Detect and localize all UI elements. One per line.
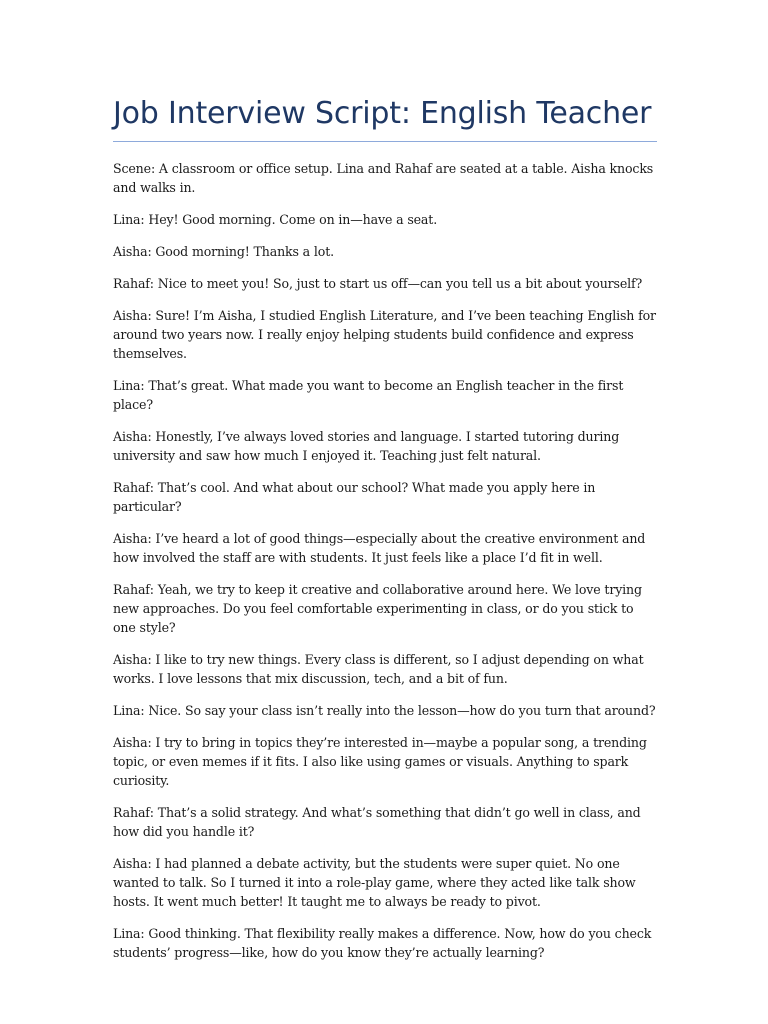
paragraph-dialogue: Rahaf: Yeah, we try to keep it creative and collaborative around here. We love trying new approaches. Do you feel comfortable experimenting in class, or do you stick to one style? [113, 582, 642, 635]
paragraph-scene: Scene: A classroom or office setup. Lina and Rahaf are seated at a table. Aisha knocks and walks in. [113, 161, 654, 195]
paragraph-dialogue: Aisha: I try to bring in topics they’re interested in—maybe a popular song, a trending topic, or even memes if it fits. I also like using games or visuals. Anything to spark curiosity. [113, 735, 647, 788]
document-title: Job Interview Script: English Teacher [113, 94, 657, 142]
paragraph-dialogue: Aisha: I like to try new things. Every class is different, so I adjust depending on what works. I love lessons that mix discussion, tech, and a bit of fun. [113, 652, 644, 686]
document-page [113, 94, 657, 975]
paragraph-dialogue: Rahaf: Nice to meet you! So, just to start us off—can you tell us a bit about yourself? [113, 276, 643, 291]
paragraph-dialogue: Aisha: I’ve heard a lot of good things—especially about the creative environment and how involved the staff are with students. It just feels like a place I’d fit in well. [113, 531, 646, 565]
paragraph-dialogue: Aisha: I had planned a debate activity, but the students were super quiet. No one wanted to talk. So I turned it into a role-play game, where they acted like talk show hosts. It went much better! It taught me to always be ready to pivot. [113, 856, 636, 909]
paragraph-dialogue: Lina: Good thinking. That flexibility really makes a difference. Now, how do you check students’ progress—like, how do you know they’re actually learning? [113, 926, 652, 960]
paragraph-dialogue: Aisha: Good morning! Thanks a lot. [113, 244, 334, 259]
paragraph-dialogue: Aisha: Sure! I’m Aisha, I studied English Literature, and I’ve been teaching English for around two years now. I really enjoy helping students build confidence and express themselves. [113, 308, 656, 361]
document-body [113, 159, 657, 962]
paragraph-dialogue: Rahaf: That’s cool. And what about our school? What made you apply here in particular? [113, 480, 596, 514]
paragraph-dialogue: Aisha: Honestly, I’ve always loved stories and language. I started tutoring during university and saw how much I enjoyed it. Teaching just felt natural. [113, 429, 620, 463]
paragraph-dialogue: Lina: Hey! Good morning. Come on in—have a seat. [113, 212, 438, 227]
paragraph-dialogue: Rahaf: That’s a solid strategy. And what’s something that didn’t go well in class, and how did you handle it? [113, 805, 641, 839]
paragraph-dialogue: Lina: Nice. So say your class isn’t really into the lesson—how do you turn that around? [113, 703, 656, 718]
paragraph-dialogue: Lina: That’s great. What made you want to become an English teacher in the first place? [113, 378, 624, 412]
